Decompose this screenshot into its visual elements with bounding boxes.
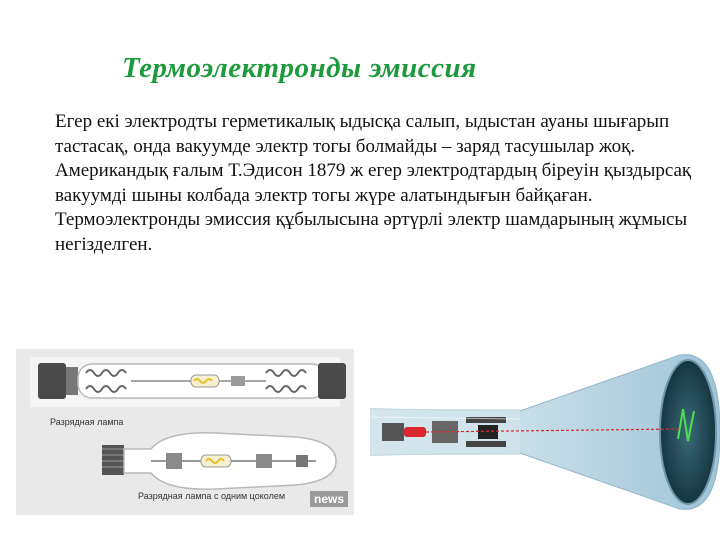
paragraph-edison: Американдық ғалым Т.Эдисон 1879 ж егер электродтардың біреуін қыздырсақ вакуумді шыны колбада электр тогы жүре алатындығын байқаған. — [55, 160, 692, 206]
discharge-lamp-image — [16, 349, 354, 515]
paragraph-vacuum: Егер екі электродты герметикалық ыдысқа салып, ыдыстан ауаны шығарып тастасақ, онда вакуумде электр тогы болмайды – заряд тасушылар жоқ. — [55, 111, 670, 157]
slide-title: Термоэлектронды эмиссия — [122, 52, 477, 84]
cathode-ray-tube-drawing — [370, 349, 720, 515]
paragraph-lamps: Термоэлектронды эмиссия құбылысына әртүрлі электр шамдарының жұмысы негізделген. — [55, 209, 688, 255]
slide-body — [55, 110, 695, 258]
watermark-logo: news — [310, 491, 348, 507]
lamp-label-tubular: Разрядная лампа — [50, 417, 124, 427]
lamp-label-single-base: Разрядная лампа с одним цоколем — [138, 491, 286, 501]
cathode-ray-tube-image — [370, 349, 720, 515]
